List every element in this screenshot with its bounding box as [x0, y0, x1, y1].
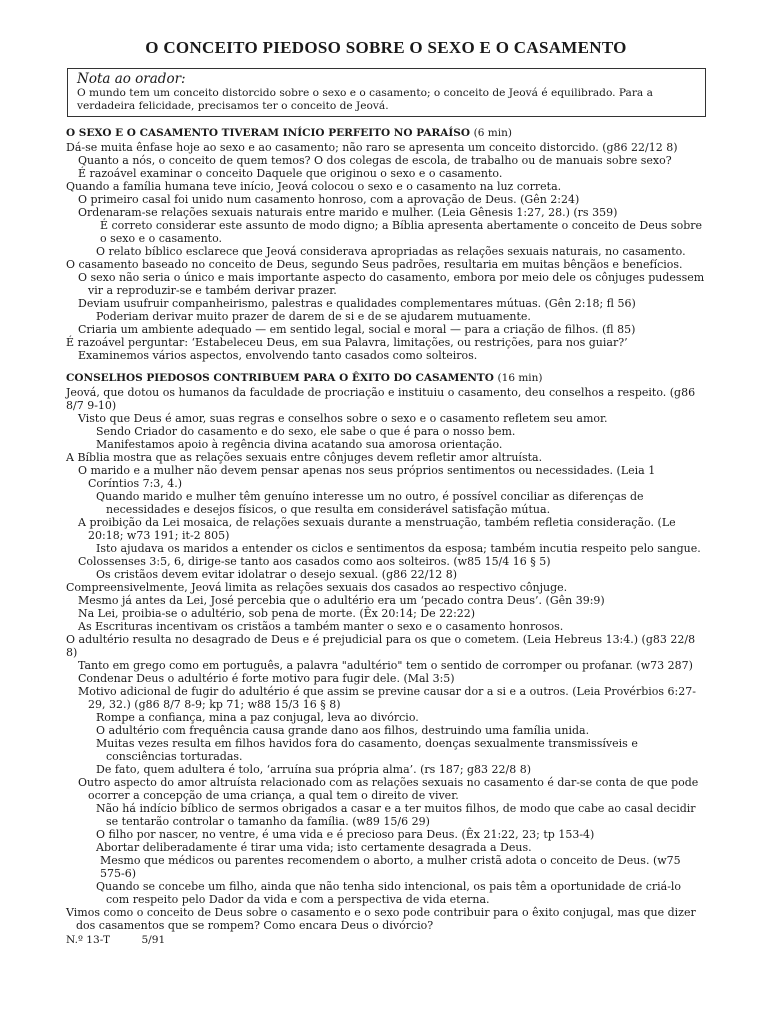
- outline-line: De fato, quem adultera é tolo, ‘arruína sua própria alma’. (rs 187; g83 22/8 8): [96, 763, 532, 776]
- section-heading-text: CONSELHOS PIEDOSOS CONTRIBUEM PARA O ÊXITO DO CASAMENTO: [66, 372, 494, 384]
- outline-line: Abortar deliberadamente é tirar uma vida; isto certamente desagrada a Deus.: [96, 841, 532, 854]
- outline-line: Isto ajudava os maridos a entender os ciclos e sentimentos da esposa; também incutia respeito pelo sangue.: [96, 542, 701, 555]
- outline-line: O filho por nascer, no ventre, é uma vida e é precioso para Deus. (Êx 21:22, 23; tp 153-4): [96, 828, 595, 841]
- outline-line: Jeová, que dotou os humanos da faculdade de procriação e instituiu o casamento, deu conselhos a respeito. (g86 8/7 9-10): [66, 386, 696, 412]
- outline-line: Mesmo já antes da Lei, José percebia que o adultério era um ‘pecado contra Deus’. (Gên 39:9): [78, 594, 605, 607]
- outline-line: O relato bíblico esclarece que Jeová considerava apropriadas as relações sexuais naturais, no casamento.: [96, 245, 686, 258]
- outline-line: Poderiam derivar muito prazer de darem de si e de se ajudarem mutuamente.: [96, 310, 531, 323]
- outline-line: Examinemos vários aspectos, envolvendo tanto casados como solteiros.: [78, 349, 478, 362]
- outline-line: É razoável examinar o conceito Daquele que originou o sexo e o casamento.: [78, 167, 503, 180]
- outline-line: A Bíblia mostra que as relações sexuais entre cônjuges devem refletir amor altruísta.: [66, 451, 543, 464]
- note-body: O mundo tem um conceito distorcido sobre o sexo e o casamento; o conceito de Jeová é equilibrado. Para a verdadeira felicidade, precisamos ter o conceito de Jeová.: [77, 87, 653, 112]
- outline-line: Quando a família humana teve início, Jeová colocou o sexo e o casamento na luz correta.: [66, 180, 562, 193]
- outline-line: Sendo Criador do casamento e do sexo, ele sabe o que é para o nosso bem.: [96, 425, 516, 438]
- footer: [66, 934, 706, 946]
- outline-line: Outro aspecto do amor altruísta relacionado com as relações sexuais no casamento é dar-se conta de que pode ocorrer a concepção de uma criança, a qual tem o direito de viver.: [78, 776, 699, 802]
- footer-date: 5/91: [141, 934, 166, 946]
- outline-line: O sexo não seria o único e mais importante aspecto do casamento, embora por meio dele os cônjuges pudessem vir a reproduzir-se e também derivar prazer.: [78, 271, 705, 297]
- outline-line: As Escrituras incentivam os cristãos a também manter o sexo e o casamento honrosos.: [78, 620, 564, 633]
- section-lines: [66, 386, 706, 932]
- outline-line: O primeiro casal foi unido num casamento honroso, com a aprovação de Deus. (Gên 2:24): [78, 193, 580, 206]
- outline-line: Dá-se muita ênfase hoje ao sexo e ao casamento; não raro se apresenta um conceito distorcido. (g86 22/12 8): [66, 141, 678, 154]
- outline-line: É correto considerar este assunto de modo digno; a Bíblia apresenta abertamente o conceito de Deus sobre o sexo e o casamento.: [100, 219, 703, 245]
- footer-number: N.º 13-T: [66, 934, 111, 946]
- speaker-note-box: [67, 68, 706, 117]
- outline-line: Deviam usufruir companheirismo, palestras e qualidades complementares mútuas. (Gên 2:18; fl 56): [78, 297, 636, 310]
- section-time: (16 min): [497, 372, 543, 384]
- outline-line: Não há indício bíblico de sermos obrigados a casar e a ter muitos filhos, de modo que cabe ao casal decidir se tentarão controlar o tamanho da família. (w89 15/6 29): [96, 802, 696, 828]
- page-title: O CONCEITO PIEDOSO SOBRE O SEXO E O CASAMENTO: [145, 38, 627, 57]
- outline-line: Quando se concebe um filho, ainda que não tenha sido intencional, os pais têm a oportunidade de criá-lo com respeito pelo Dador da vida e com a perspectiva de vida eterna.: [96, 880, 682, 906]
- outline-line: Tanto em grego como em português, a palavra "adultério" tem o sentido de corromper ou profanar. (w73 287): [78, 659, 693, 672]
- outline-line: O adultério com frequência causa grande dano aos filhos, destruindo uma família unida.: [96, 724, 590, 737]
- outline-line: O casamento baseado no conceito de Deus, segundo Seus padrões, resultaria em muitas bênçãos e benefícios.: [66, 258, 683, 271]
- section-1: [66, 127, 706, 362]
- outline-line: Quanto a nós, o conceito de quem temos? O dos colegas de escola, de trabalho ou de manuais sobre sexo?: [78, 154, 672, 167]
- section-lines: [66, 141, 706, 362]
- outline-line: Motivo adicional de fugir do adultério é que assim se previne causar dor a si e a outros. (Leia Provérbios 6:27-29, 32.) (g86 8/7 8-9; kp 71; w88 15/3 16 § 8): [78, 685, 696, 711]
- outline-line: Manifestamos apoio à regência divina acatando sua amorosa orientação.: [96, 438, 503, 451]
- outline-line: A proibição da Lei mosaica, de relações sexuais durante a menstruação, também refletia consideração. (Le 20:18; w73 191; it-2 805): [78, 516, 676, 542]
- section-heading-text: O SEXO E O CASAMENTO TIVERAM INÍCIO PERFEITO NO PARAÍSO: [66, 127, 471, 139]
- note-title: Nota ao orador:: [77, 71, 186, 87]
- outline-line: Visto que Deus é amor, suas regras e conselhos sobre o sexo e o casamento refletem seu amor.: [78, 412, 608, 425]
- outline-line: Ordenaram-se relações sexuais naturais entre marido e mulher. (Leia Gênesis 1:27, 28.) (rs 359): [78, 206, 618, 219]
- outline-line: Vimos como o conceito de Deus sobre o casamento e o sexo pode contribuir para o êxito conjugal, mas que dizer dos casamentos que se rompem? Como encara Deus o divórcio?: [66, 906, 696, 932]
- section-heading: [66, 127, 706, 140]
- outline-line: Compreensivelmente, Jeová limita as relações sexuais dos casados ao respectivo cônjuge.: [66, 581, 568, 594]
- outline-line: Na Lei, proibia-se o adultério, sob pena de morte. (Êx 20:14; De 22:22): [78, 607, 476, 620]
- outline-line: Rompe a confiança, mina a paz conjugal, leva ao divórcio.: [96, 711, 419, 724]
- outline-line: Mesmo que médicos ou parentes recomendem o aborto, a mulher cristã adota o conceito de Deus. (w75 575-6): [100, 854, 681, 880]
- section-time: (6 min): [473, 127, 512, 139]
- outline-line: Quando marido e mulher têm genuíno interesse um no outro, é possível conciliar as diferenças de necessidades e desejos físicos, o que resulta em considerável satisfação mútua.: [96, 490, 644, 516]
- outline-line: É razoável perguntar: ‘Estabeleceu Deus, em sua Palavra, limitações, ou restrições, para nos guiar?’: [66, 336, 628, 349]
- document-page: [66, 38, 706, 946]
- outline-line: O marido e a mulher não devem pensar apenas nos seus próprios sentimentos ou necessidades. (Leia 1 Coríntios 7:3, 4.): [78, 464, 656, 490]
- section-2: [66, 372, 706, 932]
- outline-line: Condenar Deus o adultério é forte motivo para fugir dele. (Mal 3:5): [78, 672, 455, 685]
- outline-line: Criaria um ambiente adequado — em sentido legal, social e moral — para a criação de filhos. (fl 85): [78, 323, 636, 336]
- outline-line: Os cristãos devem evitar idolatrar o desejo sexual. (g86 22/12 8): [96, 568, 458, 581]
- outline-line: Muitas vezes resulta em filhos havidos fora do casamento, doenças sexualmente transmissíveis e consciências torturadas.: [96, 737, 638, 763]
- section-heading: [66, 372, 706, 385]
- outline-line: O adultério resulta no desagrado de Deus e é prejudicial para os que o cometem. (Leia Hebreus 13:4.) (g83 22/8 8): [66, 633, 696, 659]
- outline-line: Colossenses 3:5, 6, dirige-se tanto aos casados como aos solteiros. (w85 15/4 16 § 5): [78, 555, 551, 568]
